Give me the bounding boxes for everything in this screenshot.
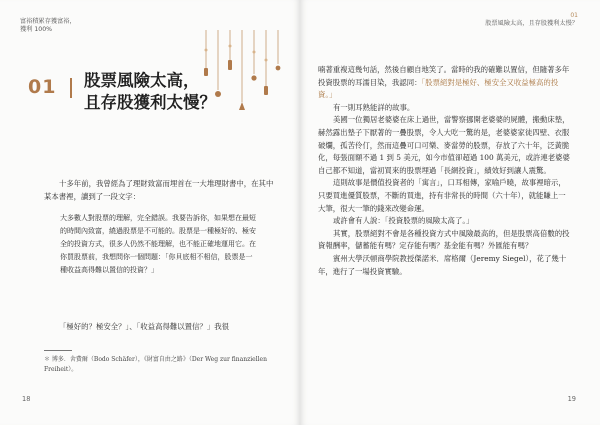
paragraph-7: 賓州大學沃頓商學院教授傑諾米．席格爾（Jeremy Siegel），花了幾十年，進行了一場投資實驗。 [318,253,567,276]
chapter-title-line-1: 股票風險太高， [84,71,200,90]
right-page-text [318,64,570,278]
page-number-left: 18 [22,395,31,403]
paragraph-2: 有一則耳熟能詳的故事。 [333,102,415,112]
chapter-separator [70,78,72,98]
highlight-quote: 「股票絕對是極好、極安全又收益極高的投資。」 [318,77,559,100]
block-quote: 大多數人對股票的理解，完全錯誤。我要告訴你，如果想在最短的時間內致富，繞過股票是不可能的。股票是一種極好的、極安全的投資方式，很多人仍然不能理解，也不能正確地運用它。在你買股票前，我想問你一個問題：「你貝底相不相信，股票是一種收益高得難以置信的投資？」 [60,214,256,274]
running-header-title: 股票風險太高，且存股獲利太慢？ [485,20,578,27]
after-quote-paragraph: 「極好的？極安全？」、「收益高得難以置信？」我很 [59,322,229,331]
footnote-rule [44,350,72,351]
chapter-title [84,70,216,114]
paragraph-6: 其實，股票絕對不會是各種投資方式中風險最高的，但是股票高倍數的投資報酬率，儲蓄能有嗎？定存能有嗎？基金能有嗎？外匯能有嗎？ [318,228,570,251]
paragraph-1-text: 喃著重複這幾句話，然後自顧自地笑了。當時的我的確難以置信，但隨著多年投資股票的耳濡目染，我認同： [318,65,570,87]
paragraph-4: 這則故事是價值投資者的「寓言」，口耳相傳，家喻戶曉，故事裡暗示，只要買進優質股票，不斷的買進，持有非常長的時間（六十年），就能賺上一大筆，很大一筆的錢來改變命運。 [318,178,566,213]
running-header-line-2: 獲利 100% [20,26,53,33]
paragraph-1 [318,64,570,102]
chapter-number: 01 [28,76,57,98]
running-header-chapter: 01 [570,12,578,19]
paragraph-3: 美國一位獨居老婆婆在床上過世，當警察挪開老婆婆的屍體，搬動床墊，赫然露出墊子下厭著的一疊股票，令人大吃一驚的是，老婆婆家徒四壁、衣服破爛，孤苦伶仃，然而這疊可口可樂、麥當勞的股票，存放了六十年，泛黃脆化，每張面額不過 1 到 5 美元，如今市值卻超過 100 萬美元，或許連老婆婆自己都不知道，當初買來的股票埋過「長網投資」，績效好到讓人震驚。 [318,115,570,175]
paragraph-5: 或許會有人說：「投資股票的風險太高了。」 [333,216,474,226]
running-header-right [485,12,578,28]
footnote: ＊ 博多．舍費爾（Bodo Schäfer），《財富自由之路》（Der Weg zur finanziellen Freiheit）。 [44,356,267,373]
page-number-right: 19 [567,395,576,403]
running-header-line-1: 富裕積累存獲富裕， [20,18,76,25]
intro-paragraph: 十多年前，我曾經為了理財致富而埋首在一大堆理財書中，在其中某本書裡，讀到了一段文字： [44,179,274,201]
chapter-title-line-2: 且存股獲利太慢？ [84,93,216,112]
right-page [300,0,600,425]
running-header-left [20,18,76,34]
